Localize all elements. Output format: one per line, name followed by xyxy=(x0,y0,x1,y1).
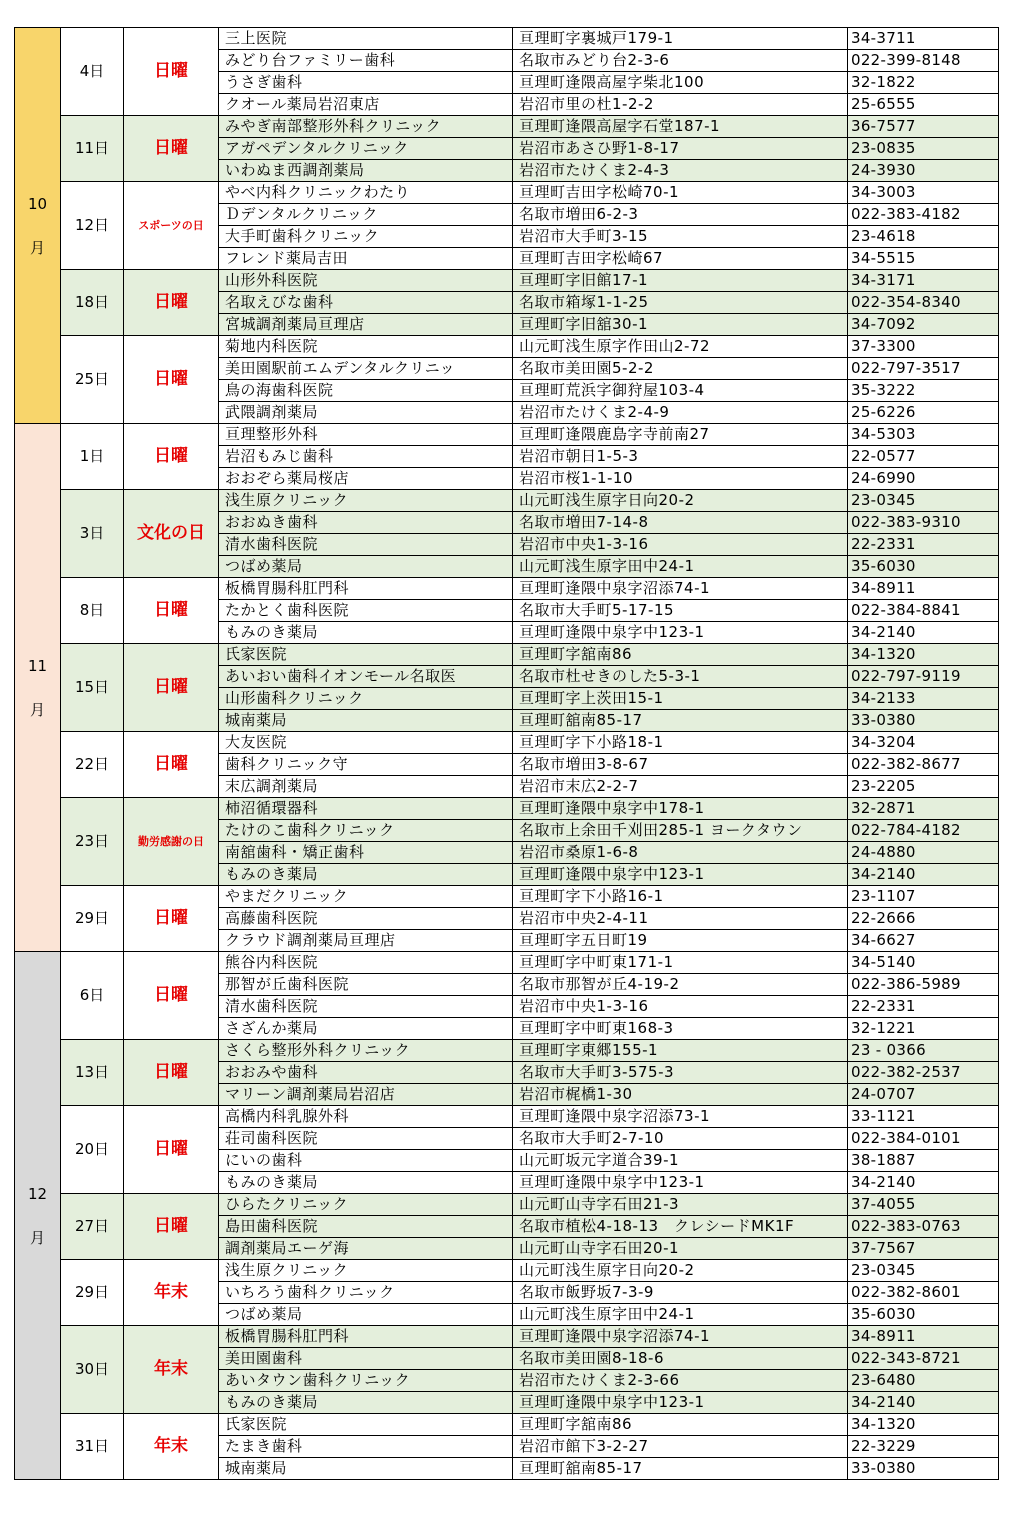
facility-name: 高橋内科乳腺外科 xyxy=(219,1106,513,1128)
facility-phone: 022-797-3517 xyxy=(848,358,999,380)
holiday-label: 日曜 xyxy=(124,424,219,490)
facility-address: 亘理町逢隈中泉字中123-1 xyxy=(513,1172,848,1194)
facility-phone: 22-2331 xyxy=(848,534,999,556)
month-number: 10 xyxy=(27,194,48,213)
facility-name: もみのき薬局 xyxy=(219,864,513,886)
facility-address: 山元町山寺字石田21-3 xyxy=(513,1194,848,1216)
facility-phone: 37-4055 xyxy=(848,1194,999,1216)
facility-row xyxy=(15,1260,999,1282)
facility-address: 亘理町逢隈中泉字中123-1 xyxy=(513,622,848,644)
day-cell: 8日 xyxy=(61,578,124,644)
facility-phone: 34-8911 xyxy=(848,578,999,600)
facility-address: 岩沼市里の杜1-2-2 xyxy=(513,94,848,116)
facility-phone: 23-1107 xyxy=(848,886,999,908)
facility-name: アガペデンタルクリニック xyxy=(219,138,513,160)
day-cell: 27日 xyxy=(61,1194,124,1260)
facility-address: 岩沼市桜1-1-10 xyxy=(513,468,848,490)
facility-address: 亘理町逢隈高屋字柴北100 xyxy=(513,72,848,94)
facility-name: 三上医院 xyxy=(219,28,513,50)
facility-address: 名取市上余田千刈田285-1 ヨークタウン xyxy=(513,820,848,842)
holiday-label: 年末 xyxy=(124,1414,219,1480)
facility-phone: 34-2140 xyxy=(848,622,999,644)
facility-address: 亘理町逢隈中泉字中178-1 xyxy=(513,798,848,820)
holiday-label: 日曜 xyxy=(124,578,219,644)
facility-name: 大友医院 xyxy=(219,732,513,754)
facility-address: 山元町浅生原字田中24-1 xyxy=(513,556,848,578)
facility-address: 岩沼市中央1-3-16 xyxy=(513,996,848,1018)
day-cell: 22日 xyxy=(61,732,124,798)
facility-address: 山元町浅生原字日向20-2 xyxy=(513,490,848,512)
facility-name: 清水歯科医院 xyxy=(219,534,513,556)
facility-phone: 022-386-5989 xyxy=(848,974,999,996)
facility-name: 柿沼循環器科 xyxy=(219,798,513,820)
facility-address: 岩沼市中央2-4-11 xyxy=(513,908,848,930)
facility-name: 氏家医院 xyxy=(219,1414,513,1436)
facility-phone: 34-5303 xyxy=(848,424,999,446)
facility-phone: 23-0345 xyxy=(848,490,999,512)
facility-phone: 022-383-0763 xyxy=(848,1216,999,1238)
facility-row xyxy=(15,886,999,908)
facility-row xyxy=(15,116,999,138)
day-cell: 12日 xyxy=(61,182,124,270)
facility-phone: 24-6990 xyxy=(848,468,999,490)
day-cell: 4日 xyxy=(61,28,124,116)
facility-row xyxy=(15,1414,999,1436)
facility-phone: 022-384-0101 xyxy=(848,1128,999,1150)
facility-row xyxy=(15,578,999,600)
facility-address: 亘理町字下小路18-1 xyxy=(513,732,848,754)
facility-phone: 34-3171 xyxy=(848,270,999,292)
facility-address: 岩沼市末広2-2-7 xyxy=(513,776,848,798)
facility-name: たまき歯科 xyxy=(219,1436,513,1458)
facility-name: あいタウン歯科クリニック xyxy=(219,1370,513,1392)
facility-phone: 22-0577 xyxy=(848,446,999,468)
holiday-label: 日曜 xyxy=(124,886,219,952)
facility-address: 名取市増田6-2-3 xyxy=(513,204,848,226)
facility-row xyxy=(15,732,999,754)
facility-name: 末広調剤薬局 xyxy=(219,776,513,798)
facility-phone: 33-1121 xyxy=(848,1106,999,1128)
facility-phone: 34-6627 xyxy=(848,930,999,952)
facility-name: Ｄデンタルクリニック xyxy=(219,204,513,226)
facility-name: たけのこ歯科クリニック xyxy=(219,820,513,842)
facility-name: さくら整形外科クリニック xyxy=(219,1040,513,1062)
facility-address: 亘理町逢隈中泉字沼添73-1 xyxy=(513,1106,848,1128)
facility-phone: 23-0835 xyxy=(848,138,999,160)
facility-phone: 32-1822 xyxy=(848,72,999,94)
facility-name: おおみや歯科 xyxy=(219,1062,513,1084)
day-cell: 25日 xyxy=(61,336,124,424)
facility-name: たかとく歯科医院 xyxy=(219,600,513,622)
facility-name: 高藤歯科医院 xyxy=(219,908,513,930)
day-cell: 1日 xyxy=(61,424,124,490)
facility-row xyxy=(15,182,999,204)
month-unit: 月 xyxy=(29,1228,45,1247)
facility-name: 美田園駅前エムデンタルクリニッ xyxy=(219,358,513,380)
facility-phone: 022-382-2537 xyxy=(848,1062,999,1084)
facility-name: いちろう歯科クリニック xyxy=(219,1282,513,1304)
facility-phone: 37-3300 xyxy=(848,336,999,358)
facility-name: 板橋胃腸科肛門科 xyxy=(219,1326,513,1348)
facility-name: マリーン調剤薬局岩沼店 xyxy=(219,1084,513,1106)
facility-phone: 34-3711 xyxy=(848,28,999,50)
facility-name: やべ内科クリニックわたり xyxy=(219,182,513,204)
day-cell: 15日 xyxy=(61,644,124,732)
facility-phone: 32-1221 xyxy=(848,1018,999,1040)
facility-address: 亘理町字裏城戸179-1 xyxy=(513,28,848,50)
facility-address: 山元町浅生原字作田山2-72 xyxy=(513,336,848,358)
facility-name: みやぎ南部整形外科クリニック xyxy=(219,116,513,138)
facility-name: 美田園歯科 xyxy=(219,1348,513,1370)
facility-name: 島田歯科医院 xyxy=(219,1216,513,1238)
facility-phone: 34-2140 xyxy=(848,1392,999,1414)
facility-address: 亘理町字旧館17-1 xyxy=(513,270,848,292)
facility-address: 名取市増田3-8-67 xyxy=(513,754,848,776)
facility-name: 歯科クリニック守 xyxy=(219,754,513,776)
facility-phone: 23-2205 xyxy=(848,776,999,798)
facility-name: クオール薬局岩沼東店 xyxy=(219,94,513,116)
facility-address: 岩沼市桑原1-6-8 xyxy=(513,842,848,864)
month-number: 12 xyxy=(27,1184,48,1203)
facility-name: 南舘歯科・矯正歯科 xyxy=(219,842,513,864)
facility-address: 名取市那智が丘4-19-2 xyxy=(513,974,848,996)
facility-phone: 022-399-8148 xyxy=(848,50,999,72)
facility-address: 山元町浅生原字田中24-1 xyxy=(513,1304,848,1326)
facility-phone: 022-784-4182 xyxy=(848,820,999,842)
facility-name: 城南薬局 xyxy=(219,710,513,732)
facility-phone: 33-0380 xyxy=(848,710,999,732)
facility-phone: 24-0707 xyxy=(848,1084,999,1106)
holiday-label: 勤労感謝の日 xyxy=(124,798,219,886)
holiday-label: 日曜 xyxy=(124,1040,219,1106)
holiday-label: 年末 xyxy=(124,1260,219,1326)
facility-phone: 22-3229 xyxy=(848,1436,999,1458)
day-cell: 30日 xyxy=(61,1326,124,1414)
facility-name: 亘理整形外科 xyxy=(219,424,513,446)
facility-address: 名取市増田7-14-8 xyxy=(513,512,848,534)
facility-address: 名取市大手町3-575-3 xyxy=(513,1062,848,1084)
facility-address: 山元町浅生原字日向20-2 xyxy=(513,1260,848,1282)
facility-name: 熊谷内科医院 xyxy=(219,952,513,974)
facility-phone: 34-2140 xyxy=(848,864,999,886)
facility-name: うさぎ歯科 xyxy=(219,72,513,94)
facility-address: 岩沼市中央1-3-16 xyxy=(513,534,848,556)
facility-address: 名取市大手町5-17-15 xyxy=(513,600,848,622)
facility-phone: 23-0345 xyxy=(848,1260,999,1282)
facility-phone: 22-2331 xyxy=(848,996,999,1018)
facility-row xyxy=(15,798,999,820)
holiday-label: 日曜 xyxy=(124,644,219,732)
facility-phone: 022-382-8601 xyxy=(848,1282,999,1304)
facility-phone: 35-6030 xyxy=(848,1304,999,1326)
facility-name: 山形歯科クリニック xyxy=(219,688,513,710)
facility-name: 武隈調剤薬局 xyxy=(219,402,513,424)
facility-phone: 022-383-9310 xyxy=(848,512,999,534)
facility-name: 浅生原クリニック xyxy=(219,1260,513,1282)
facility-address: 亘理町逢隈鹿島字寺前南27 xyxy=(513,424,848,446)
facility-row xyxy=(15,1040,999,1062)
day-cell: 13日 xyxy=(61,1040,124,1106)
facility-name: おおぬき歯科 xyxy=(219,512,513,534)
facility-phone: 22-2666 xyxy=(848,908,999,930)
facility-address: 亘理町逢隈高屋字石堂187-1 xyxy=(513,116,848,138)
day-cell: 3日 xyxy=(61,490,124,578)
month-cell xyxy=(15,28,61,424)
facility-name: フレンド薬局吉田 xyxy=(219,248,513,270)
day-cell: 31日 xyxy=(61,1414,124,1480)
facility-name: 氏家医院 xyxy=(219,644,513,666)
month-cell xyxy=(15,952,61,1480)
day-cell: 6日 xyxy=(61,952,124,1040)
facility-row xyxy=(15,952,999,974)
facility-phone: 38-1887 xyxy=(848,1150,999,1172)
facility-phone: 34-2140 xyxy=(848,1172,999,1194)
facility-phone: 23 - 0366 xyxy=(848,1040,999,1062)
facility-phone: 34-3003 xyxy=(848,182,999,204)
facility-row xyxy=(15,424,999,446)
facility-address: 名取市杜せきのした5-3-1 xyxy=(513,666,848,688)
facility-address: 岩沼市あさひ野1-8-17 xyxy=(513,138,848,160)
facility-address: 岩沼市たけくま2-4-3 xyxy=(513,160,848,182)
facility-phone: 022-384-8841 xyxy=(848,600,999,622)
facility-name: 那智が丘歯科医院 xyxy=(219,974,513,996)
facility-address: 亘理町字上茨田15-1 xyxy=(513,688,848,710)
facility-phone: 35-3222 xyxy=(848,380,999,402)
facility-name: 菊地内科医院 xyxy=(219,336,513,358)
facility-address: 亘理町逢隈中泉字沼添74-1 xyxy=(513,578,848,600)
facility-phone: 022-383-4182 xyxy=(848,204,999,226)
facility-name: 浅生原クリニック xyxy=(219,490,513,512)
facility-address: 亘理町逢隈中泉字中123-1 xyxy=(513,864,848,886)
facility-address: 岩沼市館下3-2-27 xyxy=(513,1436,848,1458)
facility-phone: 022-343-8721 xyxy=(848,1348,999,1370)
facility-phone: 35-6030 xyxy=(848,556,999,578)
facility-name: ひらたクリニック xyxy=(219,1194,513,1216)
holiday-label: 文化の日 xyxy=(124,490,219,578)
facility-address: 名取市みどり台2-3-6 xyxy=(513,50,848,72)
day-cell: 18日 xyxy=(61,270,124,336)
facility-name: 鳥の海歯科医院 xyxy=(219,380,513,402)
facility-phone: 34-2133 xyxy=(848,688,999,710)
facility-phone: 25-6226 xyxy=(848,402,999,424)
facility-row xyxy=(15,28,999,50)
facility-address: 岩沼市たけくま2-4-9 xyxy=(513,402,848,424)
facility-phone: 25-6555 xyxy=(848,94,999,116)
facility-name: もみのき薬局 xyxy=(219,1172,513,1194)
holiday-duty-schedule-table xyxy=(14,27,999,1480)
facility-row xyxy=(15,1194,999,1216)
facility-phone: 32-2871 xyxy=(848,798,999,820)
facility-address: 亘理町荒浜字御狩屋103-4 xyxy=(513,380,848,402)
holiday-label: 日曜 xyxy=(124,336,219,424)
facility-phone: 33-0380 xyxy=(848,1458,999,1480)
facility-address: 岩沼市大手町3-15 xyxy=(513,226,848,248)
facility-name: つばめ薬局 xyxy=(219,556,513,578)
day-cell: 29日 xyxy=(61,886,124,952)
facility-address: 岩沼市梶橋1-30 xyxy=(513,1084,848,1106)
facility-phone: 23-4618 xyxy=(848,226,999,248)
facility-row xyxy=(15,644,999,666)
facility-name: クラウド調剤薬局亘理店 xyxy=(219,930,513,952)
holiday-label: 日曜 xyxy=(124,116,219,182)
facility-address: 名取市箱塚1-1-25 xyxy=(513,292,848,314)
holiday-label: 年末 xyxy=(124,1326,219,1414)
facility-phone: 022-382-8677 xyxy=(848,754,999,776)
facility-name: つばめ薬局 xyxy=(219,1304,513,1326)
facility-name: 清水歯科医院 xyxy=(219,996,513,1018)
facility-address: 名取市大手町2-7-10 xyxy=(513,1128,848,1150)
facility-phone: 23-6480 xyxy=(848,1370,999,1392)
facility-address: 亘理町字中町東171-1 xyxy=(513,952,848,974)
facility-name: 山形外科医院 xyxy=(219,270,513,292)
facility-name: あいおい歯科イオンモール名取医 xyxy=(219,666,513,688)
facility-address: 亘理町字中町東168-3 xyxy=(513,1018,848,1040)
facility-phone: 24-4880 xyxy=(848,842,999,864)
facility-name: もみのき薬局 xyxy=(219,622,513,644)
holiday-label: 日曜 xyxy=(124,1194,219,1260)
facility-name: 城南薬局 xyxy=(219,1458,513,1480)
facility-name: 岩沼もみじ歯科 xyxy=(219,446,513,468)
facility-address: 亘理町吉田字松崎70-1 xyxy=(513,182,848,204)
facility-phone: 34-8911 xyxy=(848,1326,999,1348)
facility-address: 岩沼市たけくま2-3-66 xyxy=(513,1370,848,1392)
facility-address: 亘理町字舘南86 xyxy=(513,1414,848,1436)
holiday-label: 日曜 xyxy=(124,270,219,336)
facility-phone: 34-1320 xyxy=(848,644,999,666)
facility-row xyxy=(15,336,999,358)
month-unit: 月 xyxy=(29,700,45,719)
holiday-label: 日曜 xyxy=(124,28,219,116)
facility-address: 亘理町字下小路16-1 xyxy=(513,886,848,908)
facility-name: 宮城調剤薬局亘理店 xyxy=(219,314,513,336)
facility-name: にいの歯科 xyxy=(219,1150,513,1172)
facility-name: さざんか薬局 xyxy=(219,1018,513,1040)
facility-name: 大手町歯科クリニック xyxy=(219,226,513,248)
facility-address: 名取市植松4-18-13 クレシードMK1F xyxy=(513,1216,848,1238)
facility-address: 亘理町字五日町19 xyxy=(513,930,848,952)
holiday-label: 日曜 xyxy=(124,732,219,798)
facility-name: もみのき薬局 xyxy=(219,1392,513,1414)
facility-phone: 022-797-9119 xyxy=(848,666,999,688)
facility-name: いわぬま西調剤薬局 xyxy=(219,160,513,182)
facility-phone: 34-7092 xyxy=(848,314,999,336)
facility-phone: 34-1320 xyxy=(848,1414,999,1436)
holiday-label: 日曜 xyxy=(124,952,219,1040)
month-cell xyxy=(15,424,61,952)
facility-phone: 022-354-8340 xyxy=(848,292,999,314)
facility-phone: 36-7577 xyxy=(848,116,999,138)
holiday-label: スポーツの日 xyxy=(124,182,219,270)
facility-address: 亘理町逢隈中泉字沼添74-1 xyxy=(513,1326,848,1348)
facility-address: 山元町山寺字石田20-1 xyxy=(513,1238,848,1260)
facility-address: 名取市飯野坂7-3-9 xyxy=(513,1282,848,1304)
day-cell: 20日 xyxy=(61,1106,124,1194)
facility-name: 荘司歯科医院 xyxy=(219,1128,513,1150)
facility-name: おおぞら薬局桜店 xyxy=(219,468,513,490)
facility-phone: 34-5515 xyxy=(848,248,999,270)
facility-name: 名取えびな歯科 xyxy=(219,292,513,314)
facility-phone: 24-3930 xyxy=(848,160,999,182)
facility-address: 名取市美田園8-18-6 xyxy=(513,1348,848,1370)
facility-address: 亘理町字旧舘30-1 xyxy=(513,314,848,336)
facility-name: 調剤薬局エーゲ海 xyxy=(219,1238,513,1260)
facility-address: 亘理町字舘南86 xyxy=(513,644,848,666)
facility-address: 亘理町吉田字松崎67 xyxy=(513,248,848,270)
facility-name: やまだクリニック xyxy=(219,886,513,908)
holiday-label: 日曜 xyxy=(124,1106,219,1194)
facility-phone: 34-3204 xyxy=(848,732,999,754)
facility-address: 亘理町字東郷155-1 xyxy=(513,1040,848,1062)
facility-row xyxy=(15,490,999,512)
facility-name: 板橋胃腸科肛門科 xyxy=(219,578,513,600)
day-cell: 29日 xyxy=(61,1260,124,1326)
facility-phone: 34-5140 xyxy=(848,952,999,974)
month-number: 11 xyxy=(27,656,48,675)
facility-name: みどり台ファミリー歯科 xyxy=(219,50,513,72)
facility-address: 亘理町舘南85-17 xyxy=(513,1458,848,1480)
facility-address: 名取市美田園5-2-2 xyxy=(513,358,848,380)
facility-phone: 37-7567 xyxy=(848,1238,999,1260)
facility-address: 亘理町逢隈中泉字中123-1 xyxy=(513,1392,848,1414)
facility-row xyxy=(15,270,999,292)
day-cell: 23日 xyxy=(61,798,124,886)
day-cell: 11日 xyxy=(61,116,124,182)
month-unit: 月 xyxy=(29,238,45,257)
facility-row xyxy=(15,1326,999,1348)
facility-address: 山元町坂元字道合39-1 xyxy=(513,1150,848,1172)
facility-row xyxy=(15,1106,999,1128)
facility-address: 岩沼市朝日1-5-3 xyxy=(513,446,848,468)
facility-address: 亘理町舘南85-17 xyxy=(513,710,848,732)
